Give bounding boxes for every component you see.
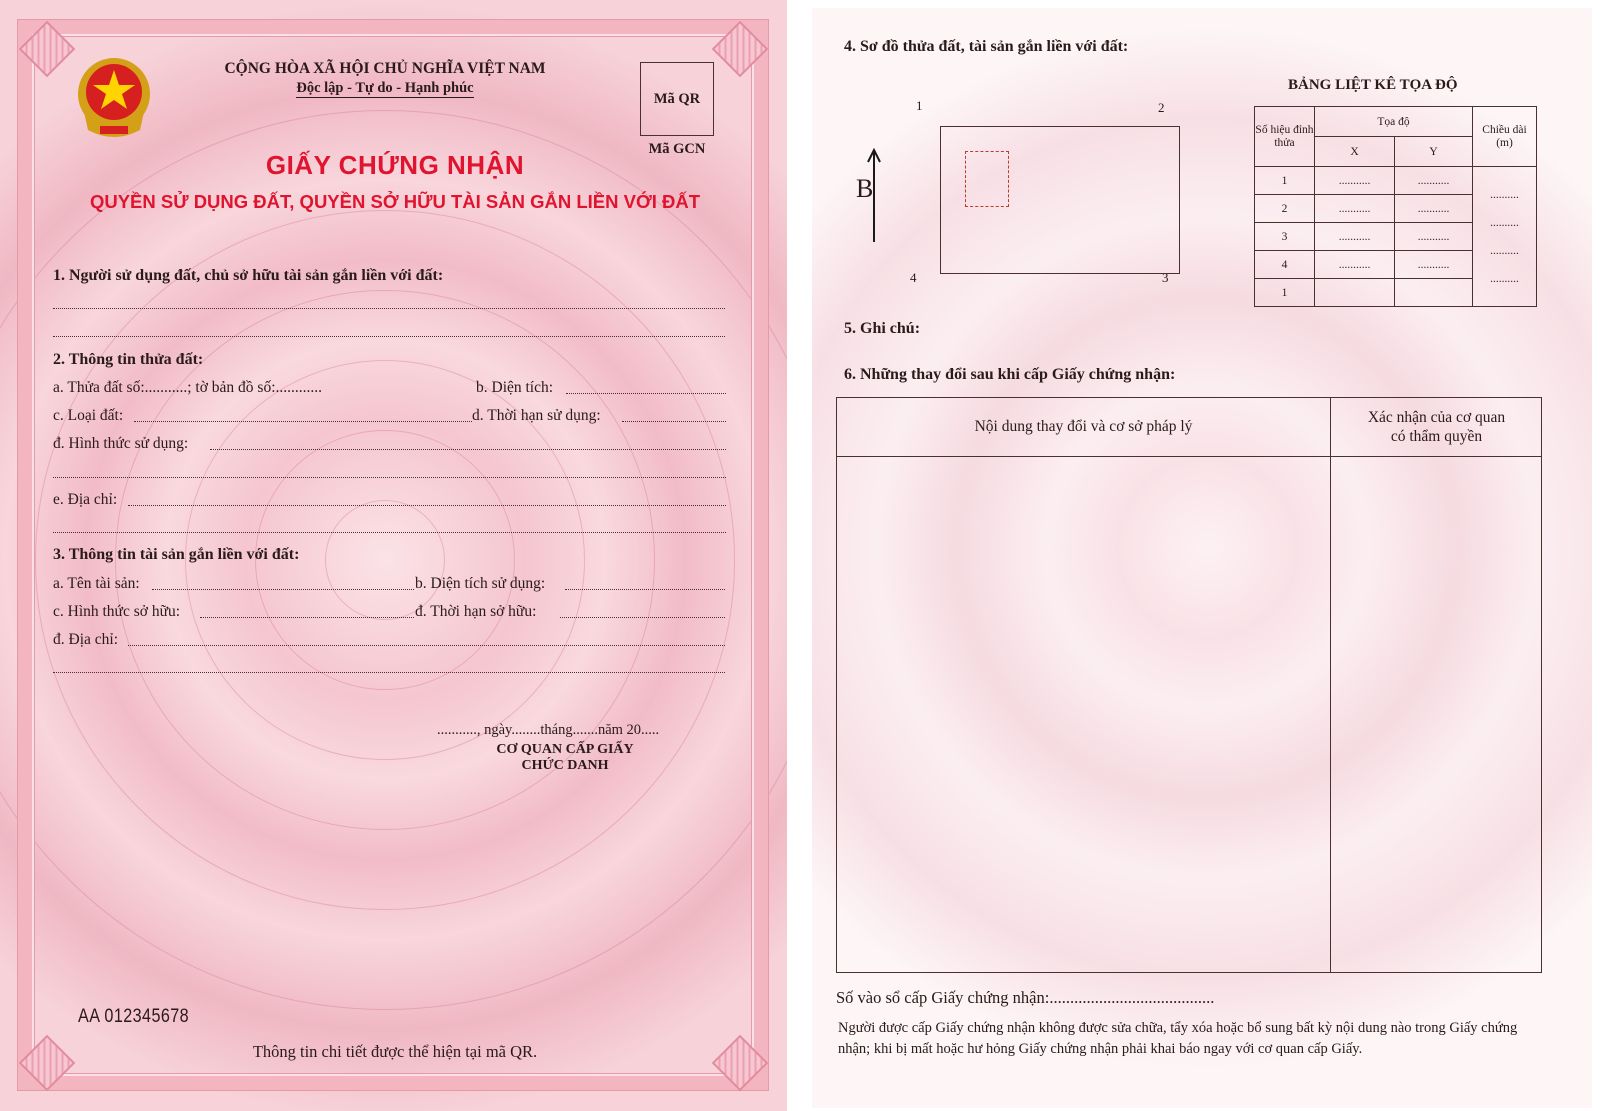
- ownership-form-label: c. Hình thức sở hữu:: [53, 603, 181, 620]
- confirm-header-line2: có thẩm quyền: [1390, 428, 1483, 445]
- point-x: ...........: [1315, 223, 1395, 251]
- national-emblem-icon: [74, 52, 154, 144]
- blank-line: [53, 336, 725, 337]
- point-y: [1395, 279, 1473, 307]
- position-label: CHỨC DANH: [521, 758, 609, 773]
- section-3-heading: 3. Thông tin tài sản gắn liền với đất:: [53, 546, 300, 563]
- agency-label: CƠ QUAN CẤP GIẤY: [496, 742, 634, 757]
- usage-form-label: đ. Hình thức sử dụng:: [53, 435, 189, 452]
- point-x: [1315, 279, 1395, 307]
- qr-info-footer: Thông tin chi tiết được thể hiện tại mã QR.: [252, 1042, 538, 1061]
- point-id: 1: [1255, 167, 1315, 195]
- length-value: ..........: [1490, 245, 1519, 257]
- blank-line: [134, 421, 472, 422]
- corner-label: 2: [1158, 100, 1165, 115]
- qr-code-box: [640, 62, 714, 136]
- point-id: 3: [1255, 223, 1315, 251]
- changes-table: [836, 397, 1542, 973]
- blank-line: [560, 617, 725, 618]
- blank-line: [128, 505, 726, 506]
- asset-area-label: b. Diện tích sử dụng:: [415, 575, 546, 592]
- document-subtitle: QUYỀN SỬ DỤNG ĐẤT, QUYỀN SỞ HỮU TÀI SẢN GẮN LIỀN VỚI ĐẤT: [89, 191, 701, 212]
- blank-line: [152, 589, 414, 590]
- length-value: ..........: [1490, 273, 1519, 285]
- blank-line: [200, 617, 414, 618]
- blank-line: [565, 589, 725, 590]
- point-y: ...........: [1395, 223, 1473, 251]
- section-1-heading: 1. Người sử dụng đất, chủ sở hữu tài sản gắn liền với đất:: [53, 267, 444, 284]
- address-label: e. Địa chỉ:: [53, 491, 118, 508]
- col-y-header: Y: [1395, 137, 1473, 167]
- issue-date-line: ..........., ngày........tháng.......năm 20.....: [437, 722, 660, 738]
- corner-label: 4: [910, 270, 917, 285]
- changes-confirm-header: [1330, 408, 1543, 446]
- col-length-header: Chiều dài (m): [1473, 107, 1537, 167]
- point-id: 1: [1255, 279, 1315, 307]
- national-motto: Độc lập - Tự do - Hạnh phúc: [296, 80, 474, 96]
- point-y: ...........: [1395, 195, 1473, 223]
- coordinate-table-title: BẢNG LIỆT KÊ TỌA ĐỘ: [1288, 77, 1458, 93]
- col-coord-header: Tọa độ: [1315, 107, 1473, 137]
- length-column: [1473, 167, 1537, 307]
- point-y: ...........: [1395, 167, 1473, 195]
- point-x: ...........: [1315, 251, 1395, 279]
- coordinate-table: [1254, 106, 1537, 307]
- point-id: 2: [1255, 195, 1315, 223]
- point-x: ...........: [1315, 167, 1395, 195]
- blank-line: [53, 532, 726, 533]
- col-point-header: Số hiệu đỉnh thửa: [1255, 107, 1315, 167]
- north-letter: B: [856, 174, 874, 203]
- issuing-agency: [460, 742, 670, 774]
- blank-line: [622, 421, 726, 422]
- col-x-header: X: [1315, 137, 1395, 167]
- land-type-label: c. Loại đất:: [53, 407, 124, 424]
- corner-label: 3: [1162, 270, 1169, 285]
- certificate-front-page: [0, 0, 787, 1111]
- usage-term-label: d. Thời hạn sử dụng:: [472, 407, 601, 424]
- length-value: ..........: [1490, 189, 1519, 201]
- nation-name: CỘNG HÒA XÃ HỘI CHỦ NGHĨA VIỆT NAM: [224, 60, 546, 77]
- asset-address-label: đ. Địa chỉ:: [53, 631, 118, 648]
- blank-line: [128, 645, 725, 646]
- asset-name-label: a. Tên tài sản:: [53, 575, 140, 592]
- section-4-heading: 4. Sơ đồ thửa đất, tài sản gắn liền với đất:: [844, 38, 1129, 55]
- asset-outline: [965, 151, 1009, 207]
- point-x: ...........: [1315, 195, 1395, 223]
- ownership-term-label: đ. Thời hạn sở hữu:: [415, 603, 537, 620]
- section-6-heading: 6. Những thay đổi sau khi cấp Giấy chứng nhận:: [844, 366, 1176, 383]
- blank-line: [566, 393, 726, 394]
- qr-label: Mã QR: [653, 90, 701, 107]
- warning-note: Người được cấp Giấy chứng nhận không được sửa chữa, tẩy xóa hoặc bổ sung bất kỳ nội dung nào trong Giấy chứng nhận; khi bị mất hoặc hư hỏng Giấy chứng nhận phải khai báo ngay với cơ quan cấp Giấy.: [838, 1020, 1518, 1057]
- column-divider: [1330, 398, 1331, 972]
- header-divider: [837, 456, 1541, 457]
- gcn-code-label: Mã GCN: [648, 141, 706, 157]
- point-y: ...........: [1395, 251, 1473, 279]
- changes-content-header: Nội dung thay đổi và cơ sở pháp lý: [974, 418, 1193, 435]
- document-title: GIẤY CHỨNG NHẬN: [265, 150, 525, 180]
- length-value: ..........: [1490, 217, 1519, 229]
- parcel-sketch: [940, 126, 1180, 274]
- registry-number-line: Số vào sổ cấp Giấy chứng nhận:........................................: [836, 988, 1215, 1007]
- certificate-back-page: [812, 8, 1592, 1108]
- parcel-number-field: a. Thửa đất số:...........; tờ bản đồ số:............: [53, 379, 323, 396]
- section-5-heading: 5. Ghi chú:: [844, 320, 921, 337]
- serial-number: AA 012345678: [78, 1006, 190, 1027]
- corner-label: 1: [916, 98, 923, 113]
- confirm-header-line1: Xác nhận của cơ quan: [1367, 409, 1506, 426]
- area-field-label: b. Diện tích:: [476, 379, 554, 396]
- blank-line: [53, 672, 725, 673]
- blank-line: [210, 449, 726, 450]
- section-2-heading: 2. Thông tin thửa đất:: [53, 351, 204, 368]
- point-id: 4: [1255, 251, 1315, 279]
- blank-line: [53, 477, 726, 478]
- blank-line: [53, 308, 725, 309]
